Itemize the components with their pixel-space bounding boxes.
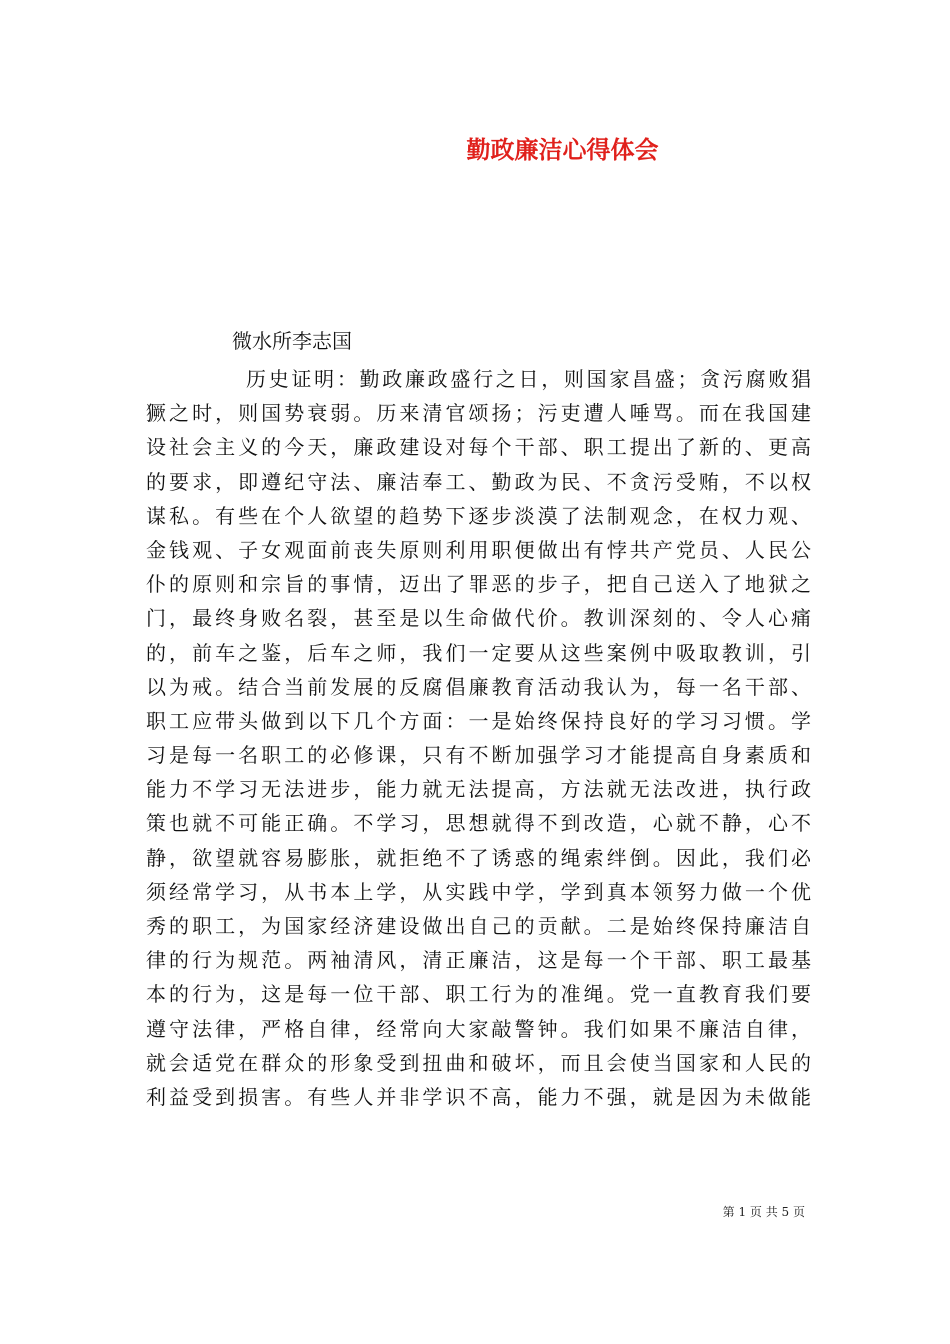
body-line: 律的行为规范。两袖清风，清正廉洁，这是每一个干部、职工最基 xyxy=(146,948,811,973)
page-number-footer: 第 1 页 共 5 页 xyxy=(722,1205,805,1219)
body-line: 金钱观、子女观面前丧失原则利用职便做出有悖共产党员、人民公 xyxy=(146,537,811,562)
author-name: 微水所李志国 xyxy=(232,329,352,353)
body-line: 秀的职工，为国家经济建设做出自己的贡献。二是始终保持廉洁自 xyxy=(146,914,811,938)
document-title: 勤政廉洁心得体会 xyxy=(466,135,659,164)
body-line: 门，最终身败名裂，甚至是以生命做代价。教训深刻的、令人心痛 xyxy=(146,606,811,631)
body-line: 策也就不可能正确。不学习，思想就得不到改造，心就不静，心不 xyxy=(146,811,811,836)
body-line: 獗之时，则国势衰弱。历来清官颂扬；污吏遭人唾骂。而在我国建 xyxy=(146,401,811,426)
body-line: 设社会主义的今天，廉政建设对每个干部、职工提出了新的、更高 xyxy=(146,435,811,460)
body-line: 谋私。有些在个人欲望的趋势下逐步淡漠了法制观念，在权力观、 xyxy=(146,503,811,528)
body-line: 习是每一名职工的必修课，只有不断加强学习才能提高自身素质和 xyxy=(146,743,811,768)
body-line: 遵守法律，严格自律，经常向大家敲警钟。我们如果不廉洁自律， xyxy=(146,1016,811,1041)
body-line: 能力不学习无法进步，能力就无法提高，方法就无法改进，执行政 xyxy=(146,777,811,802)
body-line: 须经常学习，从书本上学，从实践中学，学到真本领努力做一个优 xyxy=(146,879,811,904)
body-line: 历史证明：勤政廉政盛行之日，则国家昌盛；贪污腐败猖 xyxy=(246,367,811,391)
body-line: 本的行为，这是每一位干部、职工行为的准绳。党一直教育我们要 xyxy=(146,982,811,1007)
body-line: 就会适党在群众的形象受到扭曲和破坏，而且会使当国家和人民的 xyxy=(146,1050,811,1075)
body-line: 静，欲望就容易膨胀，就拒绝不了诱惑的绳索绊倒。因此，我们必 xyxy=(146,845,811,870)
body-line: 利益受到损害。有些人并非学识不高，能力不强，就是因为未做能 xyxy=(146,1084,811,1109)
body-line: 的要求，即遵纪守法、廉洁奉工、勤政为民、不贪污受贿，不以权 xyxy=(146,469,811,494)
body-line: 以为戒。结合当前发展的反腐倡廉教育活动我认为，每一名干部、 xyxy=(146,674,811,699)
body-paragraph xyxy=(146,362,811,1114)
body-line: 职工应带头做到以下几个方面：一是始终保持良好的学习习惯。学 xyxy=(146,708,811,733)
body-line: 仆的原则和宗旨的事情，迈出了罪恶的步子，把自己送入了地狱之 xyxy=(146,572,811,597)
body-line: 的，前车之鉴，后车之师，我们一定要从这些案例中吸取教训，引 xyxy=(146,640,811,665)
